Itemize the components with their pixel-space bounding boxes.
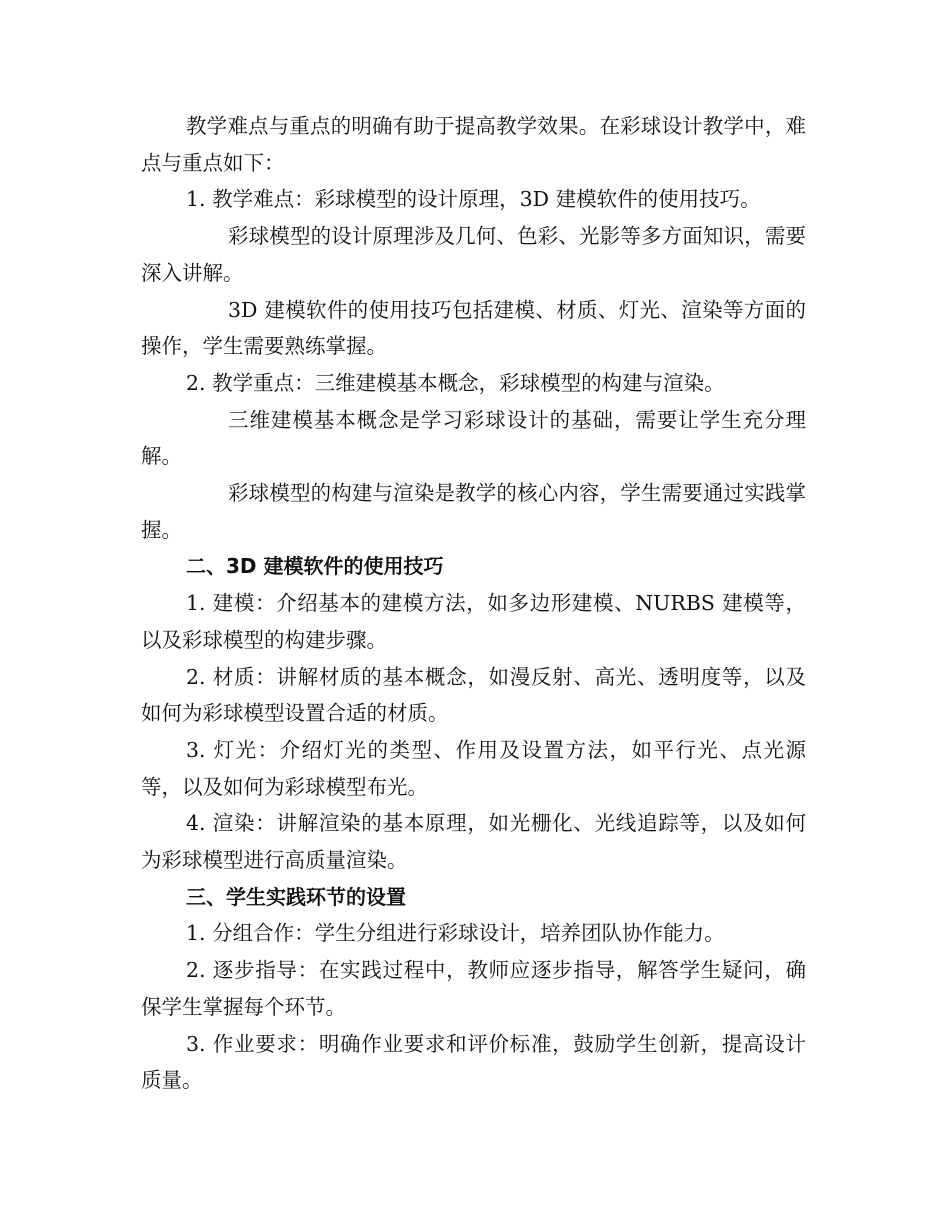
sub-paragraph: 三维建模基本概念是学习彩球设计的基础，需要让学生充分理解。 — [141, 407, 806, 469]
list-item: 2. 逐步指导：在实践过程中，教师应逐步指导，解答学生疑问，确保学生掌握每个环节。 — [141, 958, 806, 1019]
section-heading: 三、学生实践环节的设置 — [186, 884, 406, 909]
sub-paragraph: 彩球模型的构建与渲染是教学的核心内容，学生需要通过实践掌握。 — [141, 481, 806, 542]
document-body — [141, 108, 806, 1099]
list-item: 4. 渲染：讲解渲染的基本原理，如光栅化、光线追踪等，以及如何为彩球模型进行高质量渲染。 — [141, 811, 806, 873]
list-item-difficulty: 1. 教学难点：彩球模型的设计原理，3D 建模软件的使用技巧。 — [186, 187, 761, 212]
sub-paragraph: 3D 建模软件的使用技巧包括建模、材质、灯光、渲染等方面的操作，学生需要熟练掌握。 — [141, 297, 806, 359]
list-item: 1. 建模：介绍基本的建模方法，如多边形建模、NURBS 建模等，以及彩球模型的构建步骤。 — [141, 591, 806, 652]
sub-paragraph: 彩球模型的设计原理涉及几何、色彩、光影等多方面知识，需要深入讲解。 — [141, 224, 806, 285]
list-item: 2. 材质：讲解材质的基本概念，如漫反射、高光、透明度等，以及如何为彩球模型设置合适的材质。 — [141, 664, 806, 726]
list-item: 3. 灯光：介绍灯光的类型、作用及设置方法，如平行光、点光源等，以及如何为彩球模型布光。 — [141, 737, 806, 799]
list-item: 1. 分组合作：学生分组进行彩球设计，培养团队协作能力。 — [186, 921, 725, 946]
list-item-key-point: 2. 教学重点：三维建模基本概念，彩球模型的构建与渲染。 — [186, 370, 725, 395]
list-item: 3. 作业要求：明确作业要求和评价标准，鼓励学生创新，提高设计质量。 — [141, 1031, 806, 1093]
intro-paragraph: 教学难点与重点的明确有助于提高教学效果。在彩球设计教学中，难点与重点如下： — [141, 114, 806, 175]
section-heading: 二、3D 建模软件的使用技巧 — [186, 554, 444, 579]
